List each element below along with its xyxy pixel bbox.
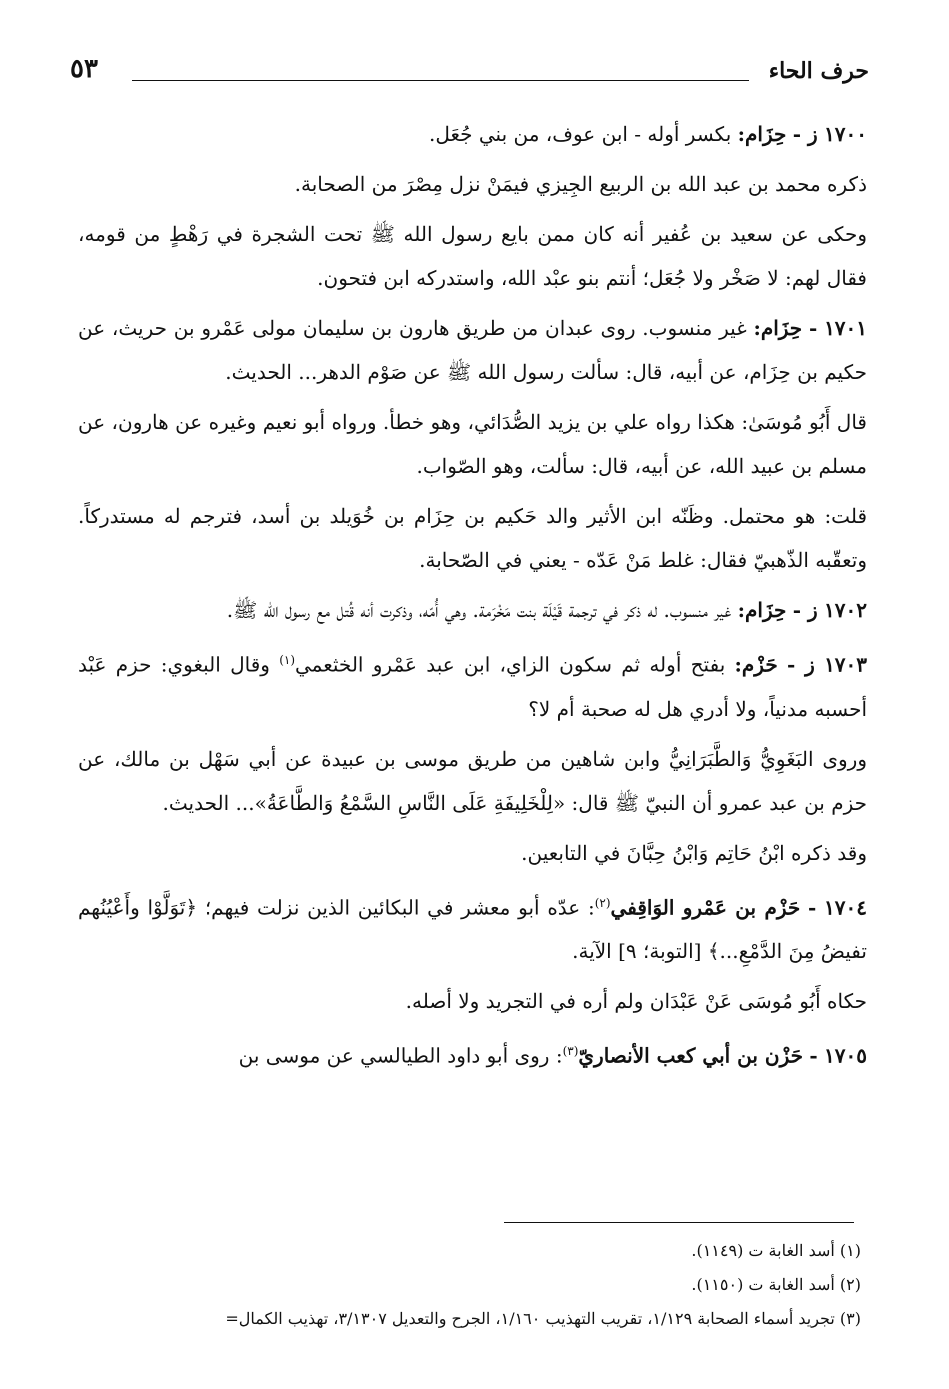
paragraph-text: وروى البَغَوِيُّ وَالطَّبَرَانِيُّ وابن شاهين من طريق موسى بن عبيدة عن أبي سَهْل بن مالك، عن حزم بن عبد عمرو أن النبيّ ﷺ قال: «لِلْخَلِيفَةِ عَلَى النَّاسِ السَّمْعُ وَالطَّاعَةُ»... الحديث. (78, 746, 867, 815)
paragraph-text: وحكى عن سعيد بن عُفير أنه كان ممن بايع رسول الله ﷺ تحت الشجرة في رَهْطٍ من قومه، فقال لهم: لا صَخْر ولا جُعَل؛ أنتم بنو عبْد الله، واستدركه ابن فتحون. (78, 222, 867, 290)
entry-text: غير منسوب. له ذكر في ترجمة قَيْلَة بنت مَخْرَمة. وهي أُمّه، وذكرت أنه قُتل مع رسول الله ﷺ. (226, 598, 732, 622)
paragraph-text: ذكره محمد بن عبد الله بن الربيع الجِيزي فيمَنْ نزل مِصْرَ من الصحابة. (294, 172, 867, 196)
entry-text: بفتح أوله ثم سكون الزاي، ابن عبد عَمْرو الخثعمي (295, 652, 726, 677)
footnotes (78, 1234, 861, 1336)
chapter-title: حرف الحاء (768, 58, 869, 84)
entry-number: ١٧٠٤ (824, 895, 868, 920)
paragraph (78, 831, 867, 875)
footnote-2: (٢) أسد الغابة ت (١١٥٠). (691, 1275, 861, 1294)
entry-prefix: ز - (792, 122, 818, 146)
entry-1705 (78, 1029, 867, 1078)
entry-number: ١٧٠١ (824, 316, 868, 340)
footnote-ref[interactable]: (٢) (594, 895, 611, 910)
entry-text-continued: وقال البغوي: حزم عَبْد أحسبه مدنياً، ولا أدري هل له صحبة أم لا؟ (78, 652, 867, 721)
page-header (70, 54, 869, 94)
entry-number: ١٧٠٣ (824, 652, 868, 677)
entry-name: حِزَام: (737, 122, 787, 146)
header-rule (132, 80, 749, 81)
entry-prefix: - (809, 1043, 818, 1068)
entry-name: حِزَام: (753, 316, 803, 340)
paragraph (78, 494, 867, 582)
paragraph-text: وقد ذكره ابْنُ حَاتِم وَابْنُ حِبَّانَ في التابعين. (521, 840, 867, 865)
entry-name: حَزْن بن أبي كعب الأنصاريّ (578, 1043, 803, 1068)
footnote-divider (504, 1222, 854, 1223)
footnote-3: (٣) تجريد أسماء الصحابة ١/١٢٩، تقريب التهذيب ١/١٦٠، الجرح والتعديل ٣/١٣٠٧، تهذيب الكمال= (225, 1309, 861, 1328)
footnote-ref[interactable]: (٣) (562, 1044, 579, 1059)
entry-prefix: - (808, 316, 818, 340)
page-number: ٥٣ (70, 54, 98, 84)
entry-name: حَزْم: (734, 652, 778, 677)
paragraph-text: حكاه أَبُو مُوسَى عَنْ عَبْدَان ولم أره في التجريد ولا أصله. (405, 989, 867, 1014)
footnote-ref[interactable]: (١) (279, 653, 296, 667)
entry-1700 (78, 112, 867, 156)
entry-1703 (78, 638, 867, 731)
paragraph (78, 737, 867, 825)
paragraph (78, 212, 867, 300)
entry-1701 (78, 306, 867, 394)
main-text (78, 112, 867, 1084)
entry-text: : روى أبو داود الطيالسي عن موسى بن (238, 1043, 563, 1068)
entry-number: ١٧٠٢ (824, 598, 867, 622)
paragraph-text: قال أَبُو مُوسَىٰ: هكذا رواه علي بن يزيد الصُّدَائي، وهو خطأ. ورواه أبو نعيم وغيره عن هارون، عن مسلم بن عبيد الله، عن أبيه، قال: سألت، وهو الصّواب. (78, 410, 867, 478)
paragraph-text: قلت: هو محتمل. وظَنّه ابن الأثير والد حَكيم بن حِزَام بن خُوَيلد بن أسد، فترجم له مستدركاً. وتعقّبه الذّهبيّ فقال: غلط مَنْ عَدّه - يعني في الصّحابة. (78, 504, 867, 572)
entry-number: ١٧٠٥ (824, 1043, 867, 1068)
paragraph (78, 162, 867, 206)
entry-prefix: ز - (786, 652, 815, 677)
entry-text: : عدّه أبو معشر في البكائين الذين نزلت فيهم؛ ﴿تَوَلَّوْا وأَعْيُنُهم تفيضُ مِنَ الدَّمْعِ...﴾ [التوبة؛ ٩] الآية. (78, 895, 867, 964)
entry-name: حِزَام: (737, 598, 787, 622)
entry-1702 (78, 588, 867, 632)
entry-prefix: - (807, 895, 817, 920)
entry-text: بكسر أوله - ابن عوف، من بني جُعَل. (428, 122, 732, 146)
paragraph (78, 979, 867, 1023)
paragraph (78, 400, 867, 488)
footnote-1: (١) أسد الغابة ت (١١٤٩). (691, 1241, 861, 1260)
entry-number: ١٧٠٠ (824, 122, 867, 146)
entry-prefix: ز - (792, 598, 818, 622)
entry-name: حَزْم بن عَمْرو الوَاقِفي (610, 895, 801, 920)
entry-text: غير منسوب. روى عبدان من طريق هارون بن سليمان مولى عَمْرو بن حريث، عن حكيم بن حِزَام، عن أبيه، قال: سألت رسول الله ﷺ عن صَوْم الدهر... الحديث. (78, 316, 867, 384)
entry-1704 (78, 881, 867, 974)
